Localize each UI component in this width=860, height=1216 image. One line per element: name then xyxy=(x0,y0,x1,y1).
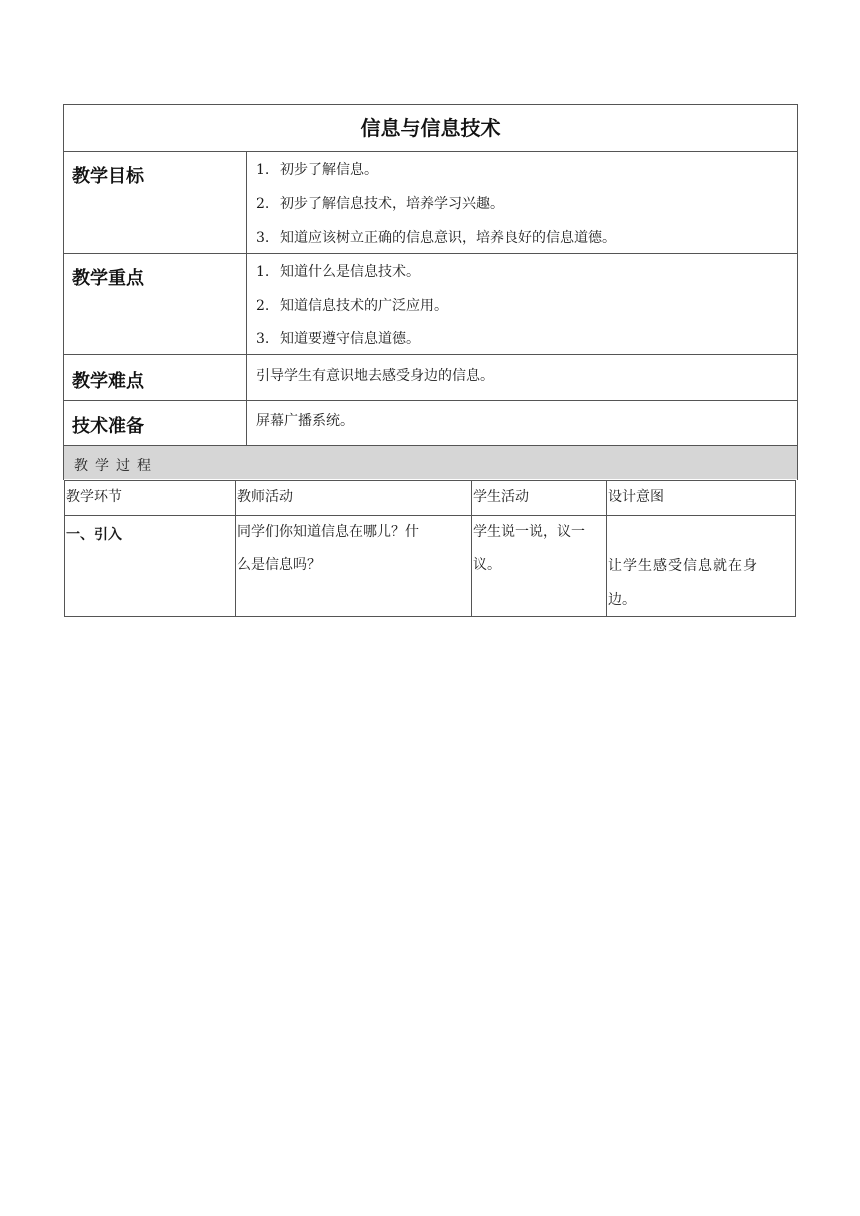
row-student-line-2: 议。 xyxy=(473,557,501,573)
process-col-divider-3 xyxy=(606,480,607,617)
techprep-label: 技术准备 xyxy=(72,416,144,437)
keypoint-text-3: 知道要遵守信息道德。 xyxy=(280,331,420,347)
process-table-top-border xyxy=(64,480,796,481)
difficulties-label: 教学难点 xyxy=(72,371,144,392)
difficulties-row-bottom-border xyxy=(63,400,798,401)
objective-text-2: 初步了解信息技术，培养学习兴趣。 xyxy=(280,196,504,212)
keypoint-num-2: 2. xyxy=(256,298,270,314)
keypoint-item-2 xyxy=(256,295,448,315)
row-stage: 一、引入 xyxy=(66,527,122,543)
keypoint-num-1: 1. xyxy=(256,264,270,280)
process-col-divider-1 xyxy=(235,480,236,617)
row-intent-line-2: 边。 xyxy=(608,592,636,608)
objective-text-1: 初步了解信息。 xyxy=(280,162,378,178)
keypoint-item-1 xyxy=(256,261,420,281)
objective-num-2: 2. xyxy=(256,196,270,212)
process-table-bottom-border xyxy=(64,616,796,617)
row-student-line-1: 学生说一说，议一 xyxy=(473,524,585,540)
techprep-text: 屏幕广播系统。 xyxy=(256,413,354,429)
keypoint-text-2: 知道信息技术的广泛应用。 xyxy=(280,298,448,314)
objectives-label: 教学目标 xyxy=(72,166,144,187)
label-column-divider xyxy=(246,151,247,446)
objective-item-3 xyxy=(256,227,616,247)
objective-item-2 xyxy=(256,193,504,213)
objective-num-3: 3. xyxy=(256,230,270,246)
process-header-text: 教学过程 xyxy=(74,458,158,474)
objectives-row-bottom-border xyxy=(63,253,798,254)
row-teacher-line-2: 么是信息吗？ xyxy=(237,557,321,573)
row-teacher-line-1: 同学们你知道信息在哪儿？什 xyxy=(237,524,419,540)
process-col-border-left xyxy=(64,480,65,617)
process-header-row-bottom-border xyxy=(64,515,796,516)
keypoints-row-bottom-border xyxy=(63,354,798,355)
process-header-bar xyxy=(64,446,797,479)
row-intent-line-1: 让学生感受信息就在身 xyxy=(608,558,758,574)
process-col-border-right xyxy=(795,480,796,617)
keypoint-item-3 xyxy=(256,328,420,348)
objective-item-1 xyxy=(256,159,378,179)
process-col-divider-2 xyxy=(471,480,472,617)
column-header-stage: 教学环节 xyxy=(66,489,122,505)
title-row-bottom-border xyxy=(63,151,798,152)
document-title: 信息与信息技术 xyxy=(360,116,501,140)
keypoints-label: 教学重点 xyxy=(72,268,144,289)
column-header-teacher: 教师活动 xyxy=(237,489,293,505)
keypoint-text-1: 知道什么是信息技术。 xyxy=(280,264,420,280)
table-border-left xyxy=(63,104,64,480)
column-header-student: 学生活动 xyxy=(473,489,529,505)
keypoint-num-3: 3. xyxy=(256,331,270,347)
objective-num-1: 1. xyxy=(256,162,270,178)
objective-text-3: 知道应该树立正确的信息意识，培养良好的信息道德。 xyxy=(280,230,616,246)
column-header-intent: 设计意图 xyxy=(608,489,664,505)
difficulties-text: 引导学生有意识地去感受身边的信息。 xyxy=(256,368,494,384)
table-border-right xyxy=(797,104,798,480)
